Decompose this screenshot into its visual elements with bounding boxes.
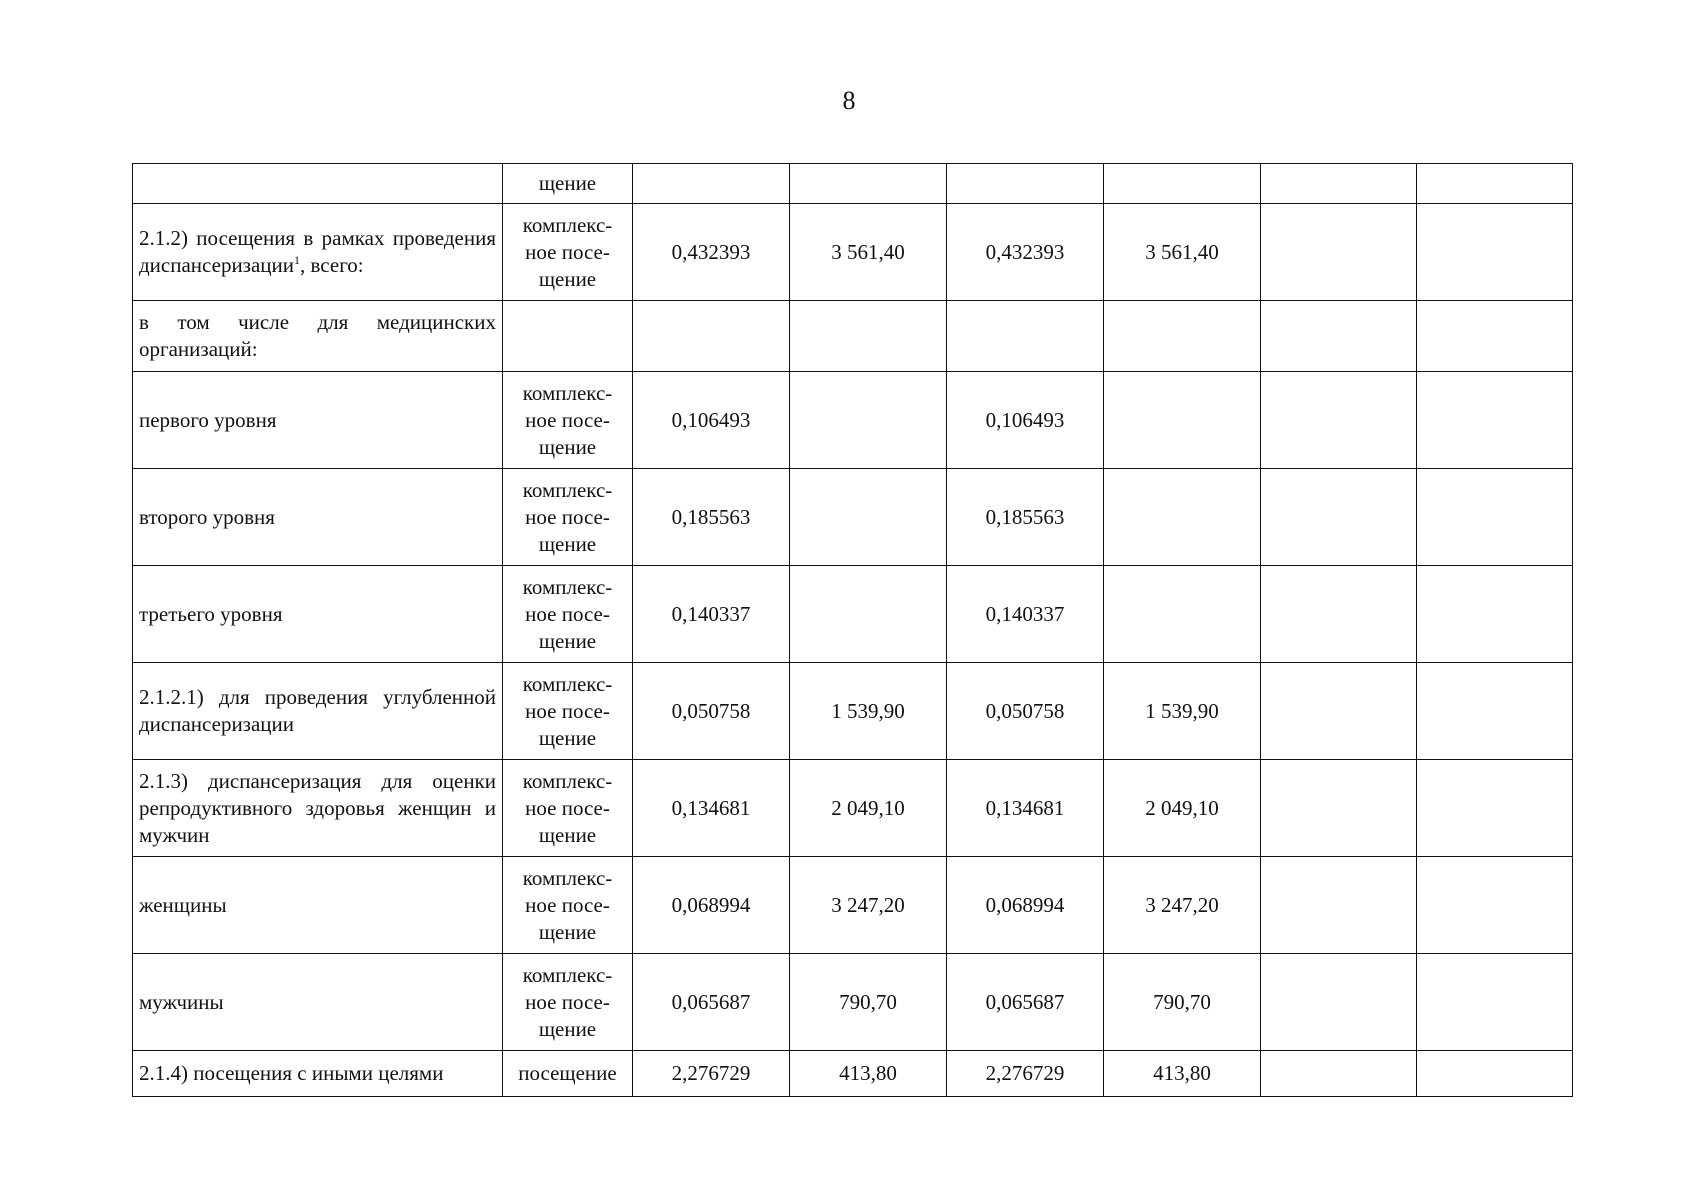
value-cell: [1417, 663, 1573, 760]
table-row: [133, 469, 1573, 566]
value-cell: 0,106493: [633, 372, 790, 469]
value-cell: [1261, 469, 1417, 566]
indicator-name: первого уровня: [133, 372, 503, 469]
table-row: [133, 760, 1573, 857]
value-cell: 0,065687: [633, 954, 790, 1051]
value-cell: [1104, 164, 1261, 204]
indicator-name: [133, 164, 503, 204]
value-cell: [1261, 663, 1417, 760]
indicator-name: третьего уровня: [133, 566, 503, 663]
value-cell: [790, 301, 947, 372]
value-cell: [790, 566, 947, 663]
value-cell: [1417, 1051, 1573, 1097]
value-cell: [1261, 204, 1417, 301]
value-cell: 0,134681: [947, 760, 1104, 857]
table-row: [133, 663, 1573, 760]
value-cell: [947, 301, 1104, 372]
value-cell: 0,185563: [947, 469, 1104, 566]
value-cell: [1417, 566, 1573, 663]
table-row: [133, 954, 1573, 1051]
value-cell: 413,80: [1104, 1051, 1261, 1097]
value-cell: [1261, 164, 1417, 204]
indicator-name: мужчины: [133, 954, 503, 1051]
value-cell: [1417, 164, 1573, 204]
value-cell: 790,70: [1104, 954, 1261, 1051]
value-cell: [1104, 566, 1261, 663]
value-cell: [1104, 301, 1261, 372]
footnote-mark: 1: [294, 253, 301, 267]
value-cell: 1 539,90: [1104, 663, 1261, 760]
value-cell: [633, 301, 790, 372]
value-cell: [1261, 954, 1417, 1051]
indicator-name: женщины: [133, 857, 503, 954]
value-cell: 0,134681: [633, 760, 790, 857]
value-cell: [633, 164, 790, 204]
value-cell: 2,276729: [633, 1051, 790, 1097]
page-number: 8: [842, 86, 856, 115]
value-cell: 0,432393: [947, 204, 1104, 301]
indicator-name: 2.1.3) диспансеризация для оценки репродуктивного здоровья женщин и мужчин: [133, 760, 503, 857]
table-row: [133, 372, 1573, 469]
unit-of-measure: [503, 301, 633, 372]
value-cell: 0,050758: [633, 663, 790, 760]
value-cell: [1261, 1051, 1417, 1097]
value-cell: 1 539,90: [790, 663, 947, 760]
value-cell: 2 049,10: [790, 760, 947, 857]
indicator-name: в том числе для медицинских организаций:: [133, 301, 503, 372]
table-row: [133, 566, 1573, 663]
indicator-table: [132, 163, 1573, 1097]
value-cell: [1261, 857, 1417, 954]
table-row: [133, 204, 1573, 301]
value-cell: [790, 372, 947, 469]
unit-of-measure: комплекс-ное посе-щение: [503, 566, 633, 663]
value-cell: 413,80: [790, 1051, 947, 1097]
indicator-name: 2.1.4) посещения с иными целями: [133, 1051, 503, 1097]
value-cell: [1417, 469, 1573, 566]
indicator-name-text: 2.1.2) посещения в рамках проведения диспансеризации: [139, 226, 496, 277]
table-row: [133, 857, 1573, 954]
unit-of-measure: комплекс-ное посе-щение: [503, 469, 633, 566]
value-cell: 2 049,10: [1104, 760, 1261, 857]
unit-of-measure: посещение: [503, 1051, 633, 1097]
value-cell: 0,140337: [633, 566, 790, 663]
value-cell: [1104, 469, 1261, 566]
table-row: [133, 1051, 1573, 1097]
value-cell: [790, 164, 947, 204]
indicator-name-suffix: , всего:: [300, 253, 364, 277]
indicator-name: 2.1.2.1) для проведения углубленной диспансеризации: [133, 663, 503, 760]
unit-of-measure: комплекс-ное посе-щение: [503, 204, 633, 301]
value-cell: 3 561,40: [790, 204, 947, 301]
value-cell: 0,106493: [947, 372, 1104, 469]
value-cell: 0,068994: [633, 857, 790, 954]
indicator-name: [133, 204, 503, 301]
table-row: [133, 301, 1573, 372]
unit-of-measure: комплекс-ное посе-щение: [503, 954, 633, 1051]
value-cell: 0,185563: [633, 469, 790, 566]
value-cell: [947, 164, 1104, 204]
value-cell: [1261, 372, 1417, 469]
value-cell: [1417, 204, 1573, 301]
value-cell: [1261, 566, 1417, 663]
value-cell: 2,276729: [947, 1051, 1104, 1097]
value-cell: 0,432393: [633, 204, 790, 301]
unit-of-measure: комплекс-ное посе-щение: [503, 372, 633, 469]
indicator-name: второго уровня: [133, 469, 503, 566]
value-cell: 0,068994: [947, 857, 1104, 954]
value-cell: [790, 469, 947, 566]
value-cell: [1104, 372, 1261, 469]
value-cell: [1417, 857, 1573, 954]
table-row: [133, 164, 1573, 204]
unit-of-measure: комплекс-ное посе-щение: [503, 760, 633, 857]
value-cell: 3 247,20: [1104, 857, 1261, 954]
value-cell: 790,70: [790, 954, 947, 1051]
value-cell: [1261, 301, 1417, 372]
value-cell: [1417, 954, 1573, 1051]
unit-of-measure: щение: [503, 164, 633, 204]
value-cell: [1417, 372, 1573, 469]
value-cell: [1417, 301, 1573, 372]
value-cell: 3 247,20: [790, 857, 947, 954]
value-cell: [1417, 760, 1573, 857]
value-cell: 3 561,40: [1104, 204, 1261, 301]
unit-of-measure: комплекс-ное посе-щение: [503, 857, 633, 954]
value-cell: 0,050758: [947, 663, 1104, 760]
value-cell: 0,065687: [947, 954, 1104, 1051]
unit-of-measure: комплекс-ное посе-щение: [503, 663, 633, 760]
value-cell: 0,140337: [947, 566, 1104, 663]
value-cell: [1261, 760, 1417, 857]
